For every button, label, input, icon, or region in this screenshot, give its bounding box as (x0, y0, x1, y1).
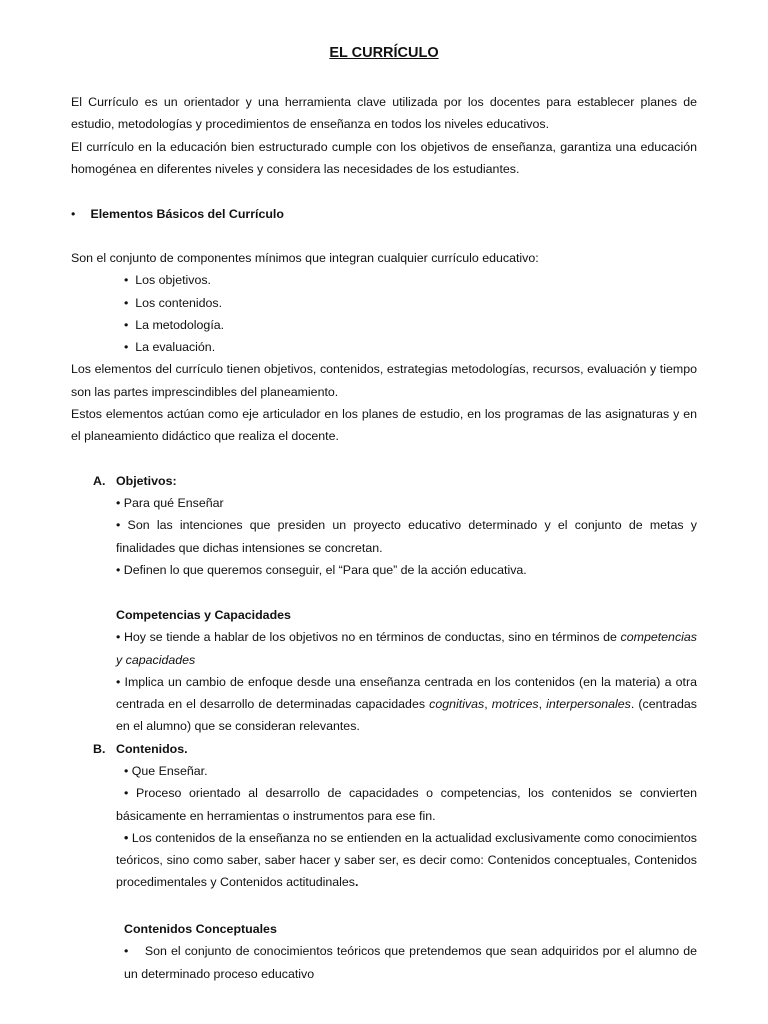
elementos-lead: Son el conjunto de componentes mínimos que integran cualquier currículo educativo: (71, 251, 539, 265)
comma: , (484, 697, 488, 712)
italic-term: cognitivas (429, 697, 485, 712)
list-item-text: La metodología. (135, 317, 225, 332)
competencias-heading: Competencias y Capacidades (116, 608, 291, 622)
conceptuales-bullet-1 (124, 940, 697, 985)
competencias-bullet-2-text: • Implica un cambio de enfoque desde una enseñanza centrada en los contenidos (en la materia) a otra centrada en el desarrollo de determinadas capacidades (116, 674, 697, 712)
contenidos-bullet-3-text: Los contenidos de la enseñanza no se entienden en la actualidad exclusivamente como conocimientos teóricos, sino como saber, saber hacer y saber ser, es decir como: Contenidos conceptuales, Contenidos procedimentales y Contenidos actitudinales (116, 830, 697, 890)
italic-term: motrices (491, 697, 539, 712)
elementos-block (71, 247, 697, 448)
competencias-bullet-1-italic: competencias y capacidades (116, 630, 697, 667)
bullet-icon: • (124, 830, 129, 845)
document-title: EL CURRÍCULO (329, 45, 439, 61)
list-item: • Los contenidos. (124, 295, 223, 310)
intro-paragraph-2: El currículo en la educación bien estructurado cumple con los objetivos de enseñanza, garantiza una educación homogénea en diferentes niveles y considera las necesidades de los estudiantes. (71, 139, 697, 176)
competencias-bullet-1 (116, 626, 697, 671)
competencias-bullet-2 (116, 671, 697, 738)
list-item-text: Los objetivos. (135, 273, 211, 288)
elementos-heading: Elementos Básicos del Currículo (90, 207, 284, 221)
contenidos-bullet-1: • Que Enseñar. (124, 764, 208, 778)
list-item-text: La evaluación. (135, 340, 216, 355)
section-letter: B. (93, 742, 106, 756)
competencias-bullet-1-text: • Hoy se tiende a hablar de los objetivos no en términos de conductas, sino en términos de (116, 630, 617, 645)
intro-paragraph-1: El Currículo es un orientador y una herramienta clave utilizada por los docentes para establecer planes de estudio, metodologías y procedimientos de enseñanza en todos los niveles educativos. (71, 95, 697, 132)
conceptuales-bullet-1-text: Son el conjunto de conocimientos teóricos que pretendemos que sean adquiridos por el alumno de un determinado proceso educativo (124, 944, 697, 981)
conceptuales-heading: Contenidos Conceptuales (124, 922, 277, 936)
contenidos-bullet-2: • Proceso orientado al desarrollo de capacidades o competencias, los contenidos se convierten básicamente en herramientas o instrumentos para ese fin. (116, 786, 697, 823)
objetivos-bullet-1: • Para qué Enseñar (116, 496, 224, 510)
objetivos-block (116, 492, 697, 581)
competencias-block (116, 604, 697, 738)
contenidos-heading: Contenidos. (116, 742, 188, 756)
section-letter: A. (93, 474, 106, 488)
contenidos-bullet-3 (116, 827, 697, 894)
italic-term: interpersonales (546, 697, 631, 712)
objetivos-bullet-3: • Definen lo que queremos conseguir, el “Para que” de la acción educativa. (116, 562, 527, 577)
bullet-icon: • (71, 207, 76, 221)
elementos-paragraph-1: Los elementos del currículo tienen objetivos, contenidos, estrategias metodologías, recursos, evaluación y tiempo son las partes imprescindibles del planeamiento. (71, 362, 697, 399)
comma: , (538, 697, 543, 712)
contenidos-heading-row (93, 738, 697, 760)
bullet-icon: • (124, 944, 129, 959)
conceptuales-block (124, 918, 697, 985)
objetivos-heading-row (93, 470, 697, 492)
elementos-heading-row (71, 203, 697, 225)
objetivos-heading: Objetivos: (116, 474, 177, 488)
elementos-paragraph-2: Estos elementos actúan como eje articulador en los planes de estudio, en los programas de las asignaturas y en el planeamiento didáctico que realiza el docente. (71, 407, 697, 444)
competencias-bullet-2-tail: . (centradas en el alumno) que se consideran relevantes. (116, 697, 697, 734)
contenidos-block (116, 760, 697, 894)
list-item-text: Los contenidos. (135, 295, 223, 310)
list-item: • La metodología. (124, 317, 225, 332)
objetivos-bullet-2: • Son las intenciones que presiden un proyecto educativo determinado y el conjunto de metas y finalidades que dichas intensiones se concretan. (116, 518, 697, 555)
period: . (355, 875, 359, 890)
list-item: • Los objetivos. (124, 273, 211, 288)
list-item: • La evaluación. (124, 340, 216, 355)
intro-block (71, 91, 697, 180)
